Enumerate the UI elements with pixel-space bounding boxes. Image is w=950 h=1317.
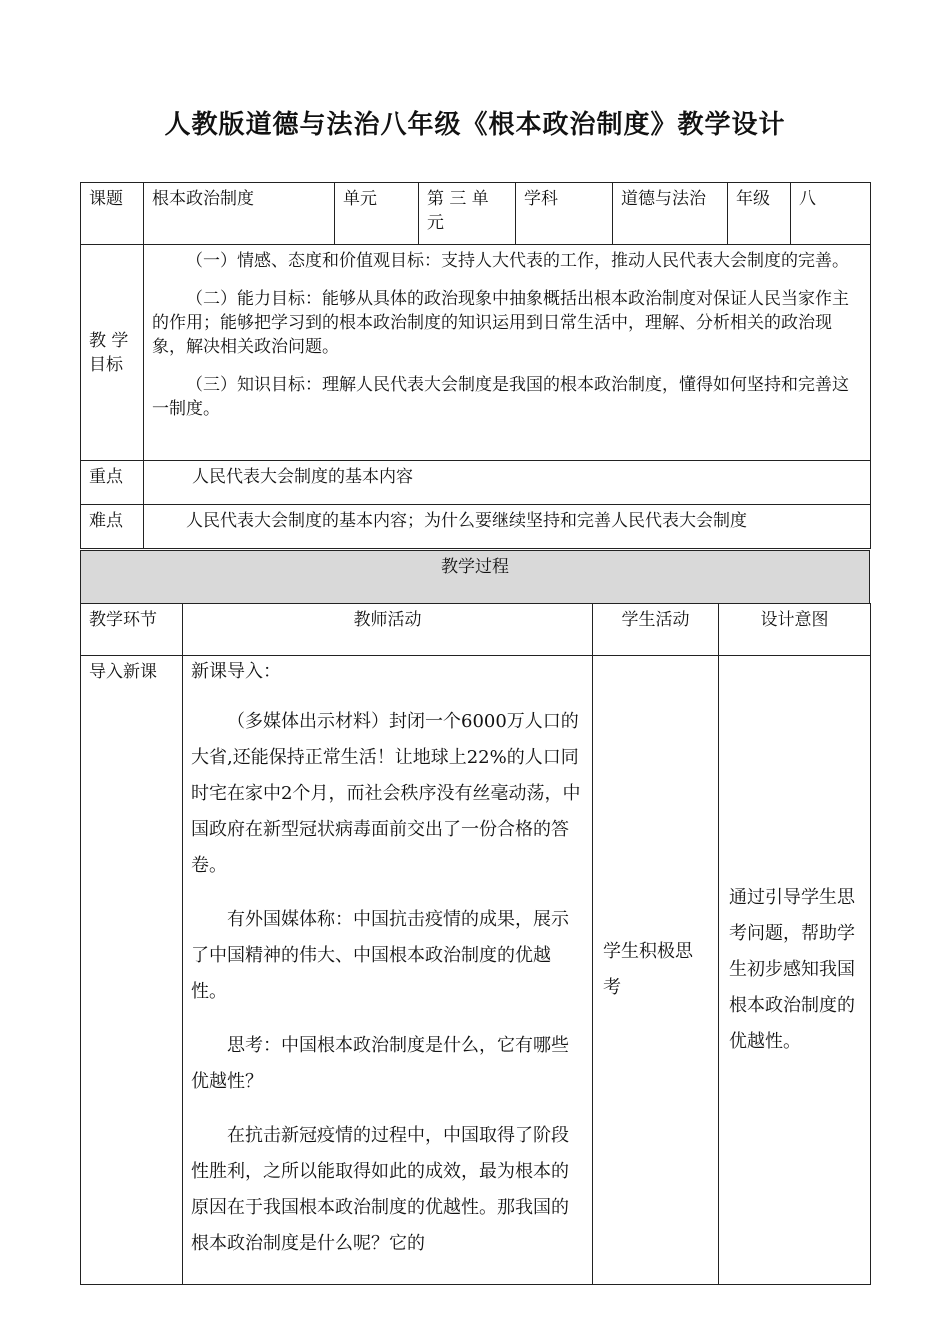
grade-label: 年级 (728, 183, 791, 245)
design-intent-cell: 通过引导学生思考问题，帮助学生初步感知我国根本政治制度的优越性。 (719, 656, 871, 1285)
col-stage-header: 教学环节 (81, 604, 183, 656)
stage-cell: 导入新课 (81, 656, 183, 1285)
info-table (80, 182, 871, 549)
process-table (80, 655, 871, 1285)
unit-label: 单元 (335, 183, 419, 245)
teacher-activity-cell (183, 656, 593, 1285)
subject-label: 学科 (516, 183, 613, 245)
teacher-paragraph: （多媒体出示材料）封闭一个6000万人口的大省,还能保持正常生活！让地球上22%的人口同时宅在家中2个月，而社会秩序没有丝毫动荡，中国政府在新型冠状病毒面前交出了一份合格的答卷。 (191, 711, 581, 876)
topic-value: 根本政治制度 (144, 183, 335, 245)
objective-item: （三）知识目标：理解人民代表大会制度是我国的根本政治制度，懂得如何坚持和完善这一制度。 (152, 375, 849, 419)
key-point-label: 重点 (81, 461, 144, 505)
process-header-table (80, 550, 870, 604)
objective-item: （一）情感、态度和价值观目标：支持人大代表的工作，推动人民代表大会制度的完善。 (186, 251, 849, 271)
grade-value: 八 (791, 183, 871, 245)
difficulty-label: 难点 (81, 505, 144, 549)
teacher-paragraph: 在抗击新冠疫情的过程中，中国取得了阶段性胜利，之所以能取得如此的成效，最为根本的原因在于我国根本政治制度的优越性。那我国的根本政治制度是什么呢？它的 (191, 1125, 569, 1254)
unit-value: 第 三 单 元 (419, 183, 516, 245)
objective-item: （二）能力目标：能够从具体的政治现象中抽象概括出根本政治制度对保证人民当家作主的作用；能够把学习到的根本政治制度的知识运用到日常生活中，理解、分析相关的政治现象，解决相关政治问题。 (152, 289, 849, 357)
teacher-paragraph: 新课导入： (191, 661, 281, 682)
column-header-table (80, 603, 871, 656)
col-teacher-header: 教师活动 (183, 604, 593, 656)
col-student-header: 学生活动 (593, 604, 719, 656)
topic-label: 课题 (81, 183, 144, 245)
col-intent-header: 设计意图 (719, 604, 871, 656)
subject-value: 道德与法治 (613, 183, 728, 245)
objectives-content (144, 245, 871, 461)
key-point-value: 人民代表大会制度的基本内容 (144, 461, 871, 505)
process-header: 教学过程 (81, 551, 870, 604)
page-title: 人教版道德与法治八年级《根本政治制度》教学设计 (164, 110, 786, 140)
difficulty-value: 人民代表大会制度的基本内容；为什么要继续坚持和完善人民代表大会制度 (144, 505, 871, 549)
teacher-paragraph: 思考：中国根本政治制度是什么，它有哪些优越性？ (191, 1035, 569, 1092)
teacher-paragraph: 有外国媒体称：中国抗击疫情的成果，展示了中国精神的伟大、中国根本政治制度的优越性。 (191, 909, 569, 1002)
student-activity-cell: 学生积极思考 (593, 656, 719, 1285)
objectives-label: 教 学 目标 (81, 245, 144, 461)
